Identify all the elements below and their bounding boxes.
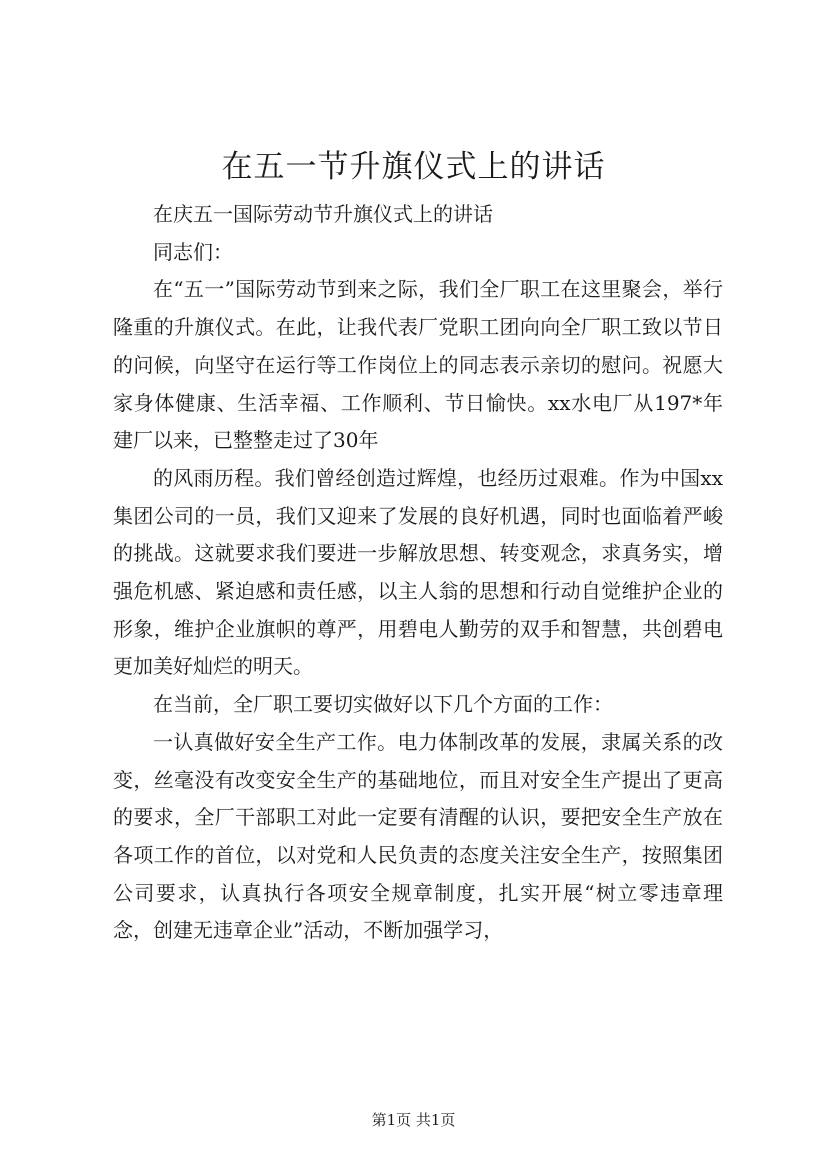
paragraph-tasks-intro: 在当前，全厂职工要切实做好以下几个方面的工作： bbox=[153, 692, 613, 717]
document-body bbox=[113, 196, 723, 950]
page-footer: 第1页 共1页 bbox=[371, 1111, 456, 1129]
paragraph-salutation: 同志们： bbox=[153, 239, 233, 264]
paragraph-subtitle: 在庆五一国际劳动节升旗仪式上的讲话 bbox=[153, 202, 493, 226]
paragraph-safety: 一认真做好安全生产工作。电力体制改革的发展，隶属关系的改变，丝毫没有改变安全生产的基础地位，而且对安全生产提出了更高的要求，全厂干部职工对此一定要有清醒的认识，要把安全生产放在各项工作的首位，以对党和人民负责的态度关注安全生产，按照集团公司要求，认真执行各项安全规章制度，扎实开展“树立零违章理念，创建无违章企业”活动，不断加强学习， bbox=[113, 729, 723, 943]
document-title: 在五一节升旗仪式上的讲话 bbox=[221, 149, 606, 185]
paragraph-opening: 在“五一”国际劳动节到来之际，我们全厂职工在这里聚会，举行隆重的升旗仪式。在此，让我代表厂党职工团向向全厂职工致以节日的问候，向坚守在运行等工作岗位上的同志表示亲切的慰问。祝愿大家身体健康、生活幸福、工作顺利、节日愉快。xx水电厂从197*年建厂以来，已整整走过了30年 bbox=[113, 277, 723, 453]
paragraph-history: 的风雨历程。我们曾经创造过辉煌，也经历过艰难。作为中国xx集团公司的一员，我们又迎来了发展的良好机遇，同时也面临着严峻的挑战。这就要求我们要进一步解放思想、转变观念，求真务实，增强危机感、紧迫感和责任感，以主人翁的思想和行动自觉维护企业的形象，维护企业旗帜的尊严，用碧电人勤劳的双手和智慧，共创碧电更加美好灿烂的明天。 bbox=[113, 465, 723, 679]
